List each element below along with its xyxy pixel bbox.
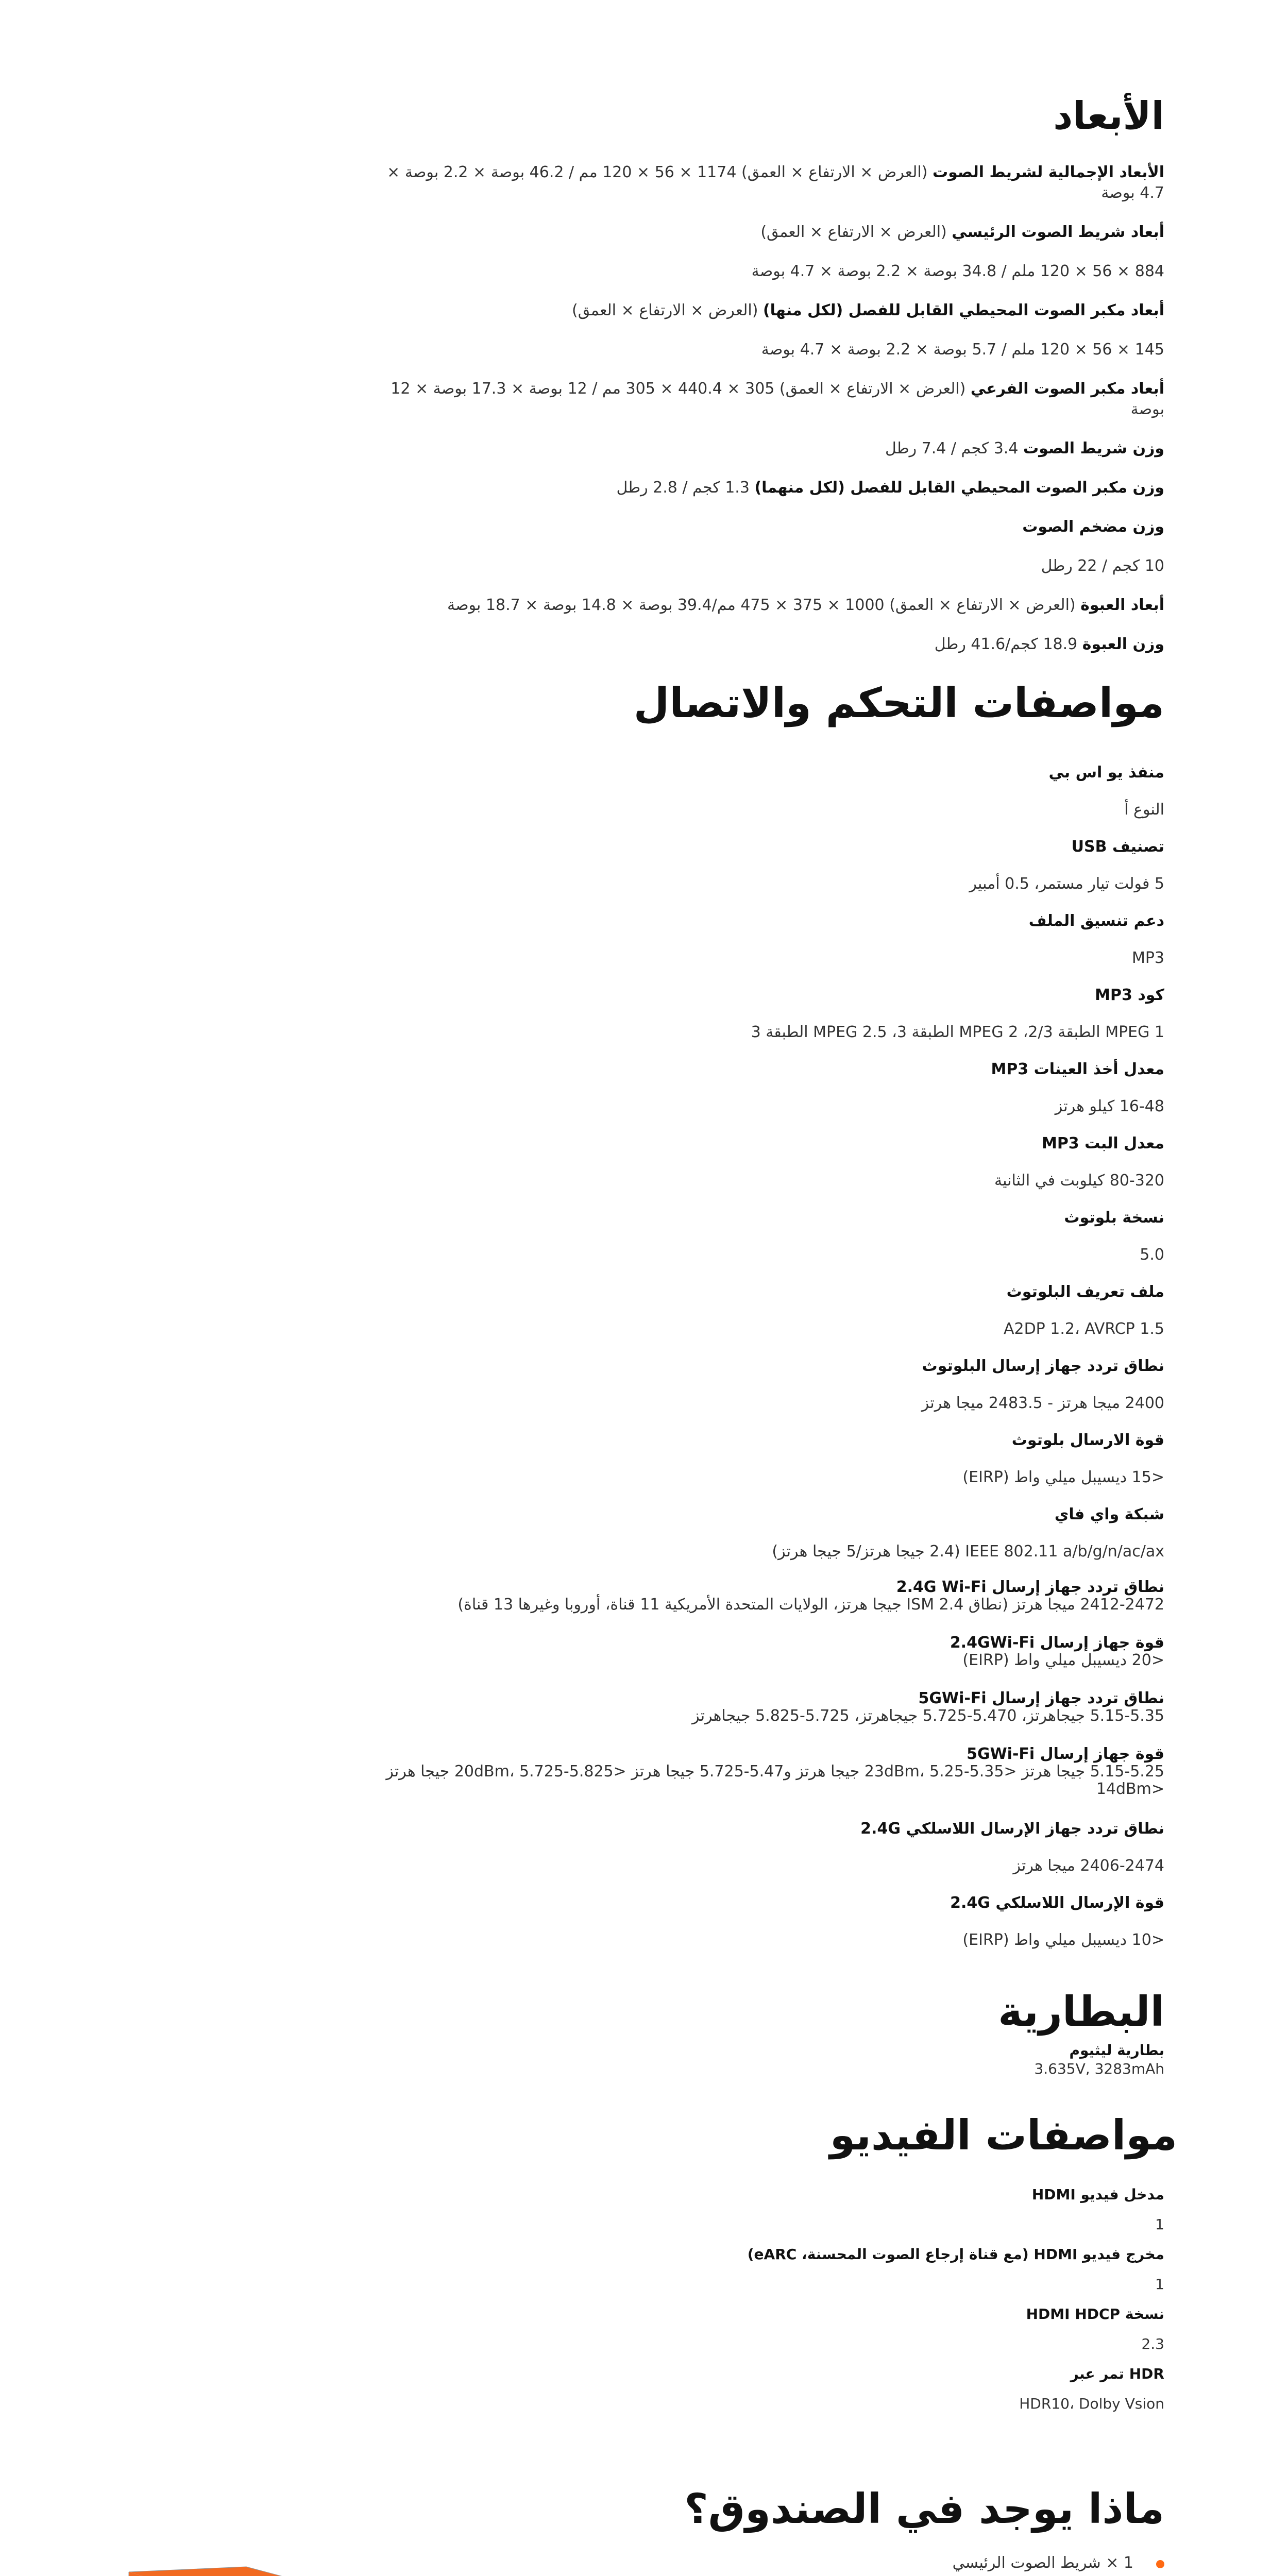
dimensions-section xyxy=(371,90,1164,673)
control-wifi-value: 5.15-5.25 جيجا هرتز <23dBm، 5.25-5.35 جيجا هرتز و5.47-5.725 جيجا هرتز <20dBm، 5.725-5.825 جيجا هرتز <14dBm xyxy=(386,1762,1164,1798)
product-box-image xyxy=(117,2566,427,2576)
dimension-value: 10 كجم / 22 رطل xyxy=(1041,557,1164,575)
control-value: 16-48 كيلو هرتز xyxy=(1055,1097,1164,1115)
dimension-row xyxy=(371,261,1164,282)
battery-section xyxy=(371,1984,1164,2078)
control-key: منفذ يو اس بي xyxy=(1048,764,1164,782)
control-key: معدل أخذ العينات MP3 xyxy=(991,1060,1164,1078)
control-value: 80-320 كيلوبت في الثانية xyxy=(994,1172,1164,1190)
dimension-row xyxy=(371,300,1164,321)
control-key: قوة الارسال بلوتوث xyxy=(1011,1431,1164,1449)
box-list xyxy=(598,2553,1164,2576)
battery-type: بطارية ليثيوم xyxy=(1069,2042,1164,2059)
dimension-axes: (العرض × الارتفاع × العمق) xyxy=(779,380,971,398)
dimension-label: أبعاد مكبر الصوت المحيطي القابل للفصل (لكل منها) xyxy=(762,301,1164,319)
dimension-row xyxy=(371,478,1164,498)
control-key: نسخة بلوتوث xyxy=(1064,1209,1164,1227)
control-value: 5.0 xyxy=(1140,1246,1164,1264)
video-key: مخرج فيديو HDMI (مع قناة إرجاع الصوت المحسنة، eARC) xyxy=(747,2246,1164,2263)
dimension-axes: (العرض × الارتفاع × العمق) xyxy=(760,223,952,241)
dimension-row xyxy=(371,340,1164,360)
control-wifi-value: 2412-2472 ميجا هرتز (نطاق ISM 2.4 جيجا هرتز، الولايات المتحدة الأمريكية 11 قناة، أوروبا وغيرها 13 قناة) xyxy=(457,1596,1164,1614)
dimension-axes: (العرض × الارتفاع × العمق) xyxy=(572,301,763,319)
control-wireless-value: 2406-2474 ميجا هرتز xyxy=(1013,1857,1164,1875)
video-key: نسخة HDMI HDCP xyxy=(1026,2306,1164,2323)
control-value: A2DP 1.2، AVRCP 1.5 xyxy=(1003,1320,1164,1338)
dimension-value: 1.3 كجم / 2.8 رطل xyxy=(616,479,755,497)
control-wifi-key: نطاق تردد جهاز إرسال 5GWi-Fi xyxy=(918,1689,1164,1707)
control-value: 5 فولت تيار مستمر، 0.5 أمبير xyxy=(969,875,1164,893)
box-list-item xyxy=(598,2553,1164,2573)
dimension-row xyxy=(371,634,1164,655)
control-wireless-list xyxy=(371,1819,1164,1951)
control-key: معدل البت MP3 xyxy=(1041,1134,1164,1153)
dimension-row xyxy=(371,222,1164,243)
control-key: كود MP3 xyxy=(1095,986,1164,1004)
control-wifi-list xyxy=(371,1579,1164,1798)
box-item-text: 1 × شريط الصوت الرئيسي xyxy=(952,2554,1133,2572)
control-value: MPEG 1 الطبقة 2/3، MPEG 2 الطبقة 3، MPEG 2.5 الطبقة 3 xyxy=(751,1023,1164,1041)
dimension-value: 884 × 56 × 120 ملم / 34.8 بوصة × 2.2 بوصة × 4.7 بوصة xyxy=(751,262,1164,280)
video-value: 1 xyxy=(1155,2216,1164,2233)
video-list xyxy=(384,2185,1164,2413)
dimension-row xyxy=(371,517,1164,537)
control-key: شبكة واي فاي xyxy=(1054,1505,1164,1523)
dimension-label: وزن مضخم الصوت xyxy=(1022,518,1164,536)
control-section xyxy=(371,675,1164,1967)
control-value: <15 ديسيبل ميلي واط (EIRP) xyxy=(962,1468,1164,1486)
dimension-axes: (العرض × الارتفاع × العمق) xyxy=(741,163,933,181)
dimension-row xyxy=(371,379,1164,420)
video-value: 2.3 xyxy=(1141,2335,1164,2352)
dimension-label: وزن العبوة xyxy=(1082,635,1164,653)
video-value: 1 xyxy=(1155,2276,1164,2293)
control-value: IEEE 802.11 a/b/g/n/ac/ax (2.4 جيجا هرتز/5 جيجا هرتز) xyxy=(772,1543,1164,1561)
control-wifi-key: قوة جهاز إرسال 2.4GWi-Fi xyxy=(950,1634,1164,1652)
control-wireless-key: نطاق تردد جهاز الإرسال اللاسلكي 2.4G xyxy=(860,1820,1164,1838)
box-section xyxy=(371,2481,1164,2576)
control-key: دعم تنسيق الملف xyxy=(1028,912,1164,930)
battery-value: 3.635V, 3283mAh xyxy=(1034,2060,1164,2077)
video-value: HDR10، Dolby Vsion xyxy=(1019,2395,1164,2412)
dimension-value: 3.4 كجم / 7.4 رطل xyxy=(885,439,1023,457)
dimension-label: أبعاد مكبر الصوت الفرعي xyxy=(970,380,1164,398)
bullet-icon xyxy=(1156,2560,1164,2568)
control-value: النوع أ xyxy=(1124,801,1164,819)
dimension-value: 145 × 56 × 120 ملم / 5.7 بوصة × 2.2 بوصة × 4.7 بوصة xyxy=(761,341,1164,359)
dimension-value: 18.9 كجم/41.6 رطل xyxy=(934,635,1082,653)
control-key: نطاق تردد جهاز إرسال البلوتوث xyxy=(922,1357,1164,1375)
control-wireless-key: قوة الإرسال اللاسلكي 2.4G xyxy=(950,1894,1164,1912)
control-wifi-key: نطاق تردد جهاز إرسال 2.4G Wi-Fi xyxy=(896,1578,1164,1596)
box-title: ماذا يوجد في الصندوق؟ xyxy=(684,2485,1164,2533)
dimension-value: 305 × 440.4 × 305 مم / 12 بوصة × 17.3 بوصة × 12 بوصة xyxy=(391,380,1164,418)
dimension-row xyxy=(371,595,1164,616)
video-key: مدخل فيديو HDMI xyxy=(1031,2186,1164,2203)
dimension-value: 1174 × 56 × 120 مم / 46.2 بوصة × 2.2 بوصة × 4.7 بوصة xyxy=(387,163,1164,202)
control-wireless-value: <10 ديسيبل ميلي واط (EIRP) xyxy=(962,1931,1164,1949)
control-title: مواصفات التحكم والاتصال xyxy=(633,679,1164,727)
dimension-row xyxy=(371,438,1164,459)
control-wifi-key: قوة جهاز إرسال 5GWi-Fi xyxy=(967,1745,1164,1763)
dimension-label: أبعاد شريط الصوت الرئيسي xyxy=(952,223,1164,241)
dimension-value: 1000 × 375 × 475 مم/39.4 بوصة × 14.8 بوصة × 18.7 بوصة xyxy=(447,596,890,614)
video-title: مواصفات الفيديو xyxy=(829,2111,1177,2159)
video-section xyxy=(384,2107,1177,2425)
control-list xyxy=(371,762,1164,1562)
dimension-label: وزن شريط الصوت xyxy=(1023,439,1164,457)
dimension-label: وزن مكبر الصوت المحيطي القابل للفصل (لكل منهما) xyxy=(754,479,1164,497)
control-key: ملف تعريف البلوتوث xyxy=(1006,1283,1164,1301)
dimension-label: أبعاد العبوة xyxy=(1080,596,1164,614)
video-key: HDR تمر عبر xyxy=(1070,2365,1164,2382)
control-key: تصنيف USB xyxy=(1071,838,1164,856)
dimensions-title: الأبعاد xyxy=(1053,94,1164,138)
battery-title: البطارية xyxy=(998,1988,1164,2036)
dimension-row xyxy=(371,556,1164,577)
dimensions-list xyxy=(371,162,1164,655)
control-value: 2400 ميجا هرتز - 2483.5 ميجا هرتز xyxy=(921,1394,1164,1412)
dimension-label: الأبعاد الإجمالية لشريط الصوت xyxy=(932,163,1164,181)
dimension-axes: (العرض × الارتفاع × العمق) xyxy=(889,596,1081,614)
control-wifi-value: 5.15-5.35 جيجاهرتز، 5.470-5.725 جيجاهرتز، 5.725-5.825 جيجاهرتز xyxy=(692,1707,1164,1725)
dimension-row xyxy=(371,162,1164,204)
control-wifi-value: <20 ديسيبل ميلي واط (EIRP) xyxy=(962,1651,1164,1669)
control-value: MP3 xyxy=(1131,949,1164,967)
